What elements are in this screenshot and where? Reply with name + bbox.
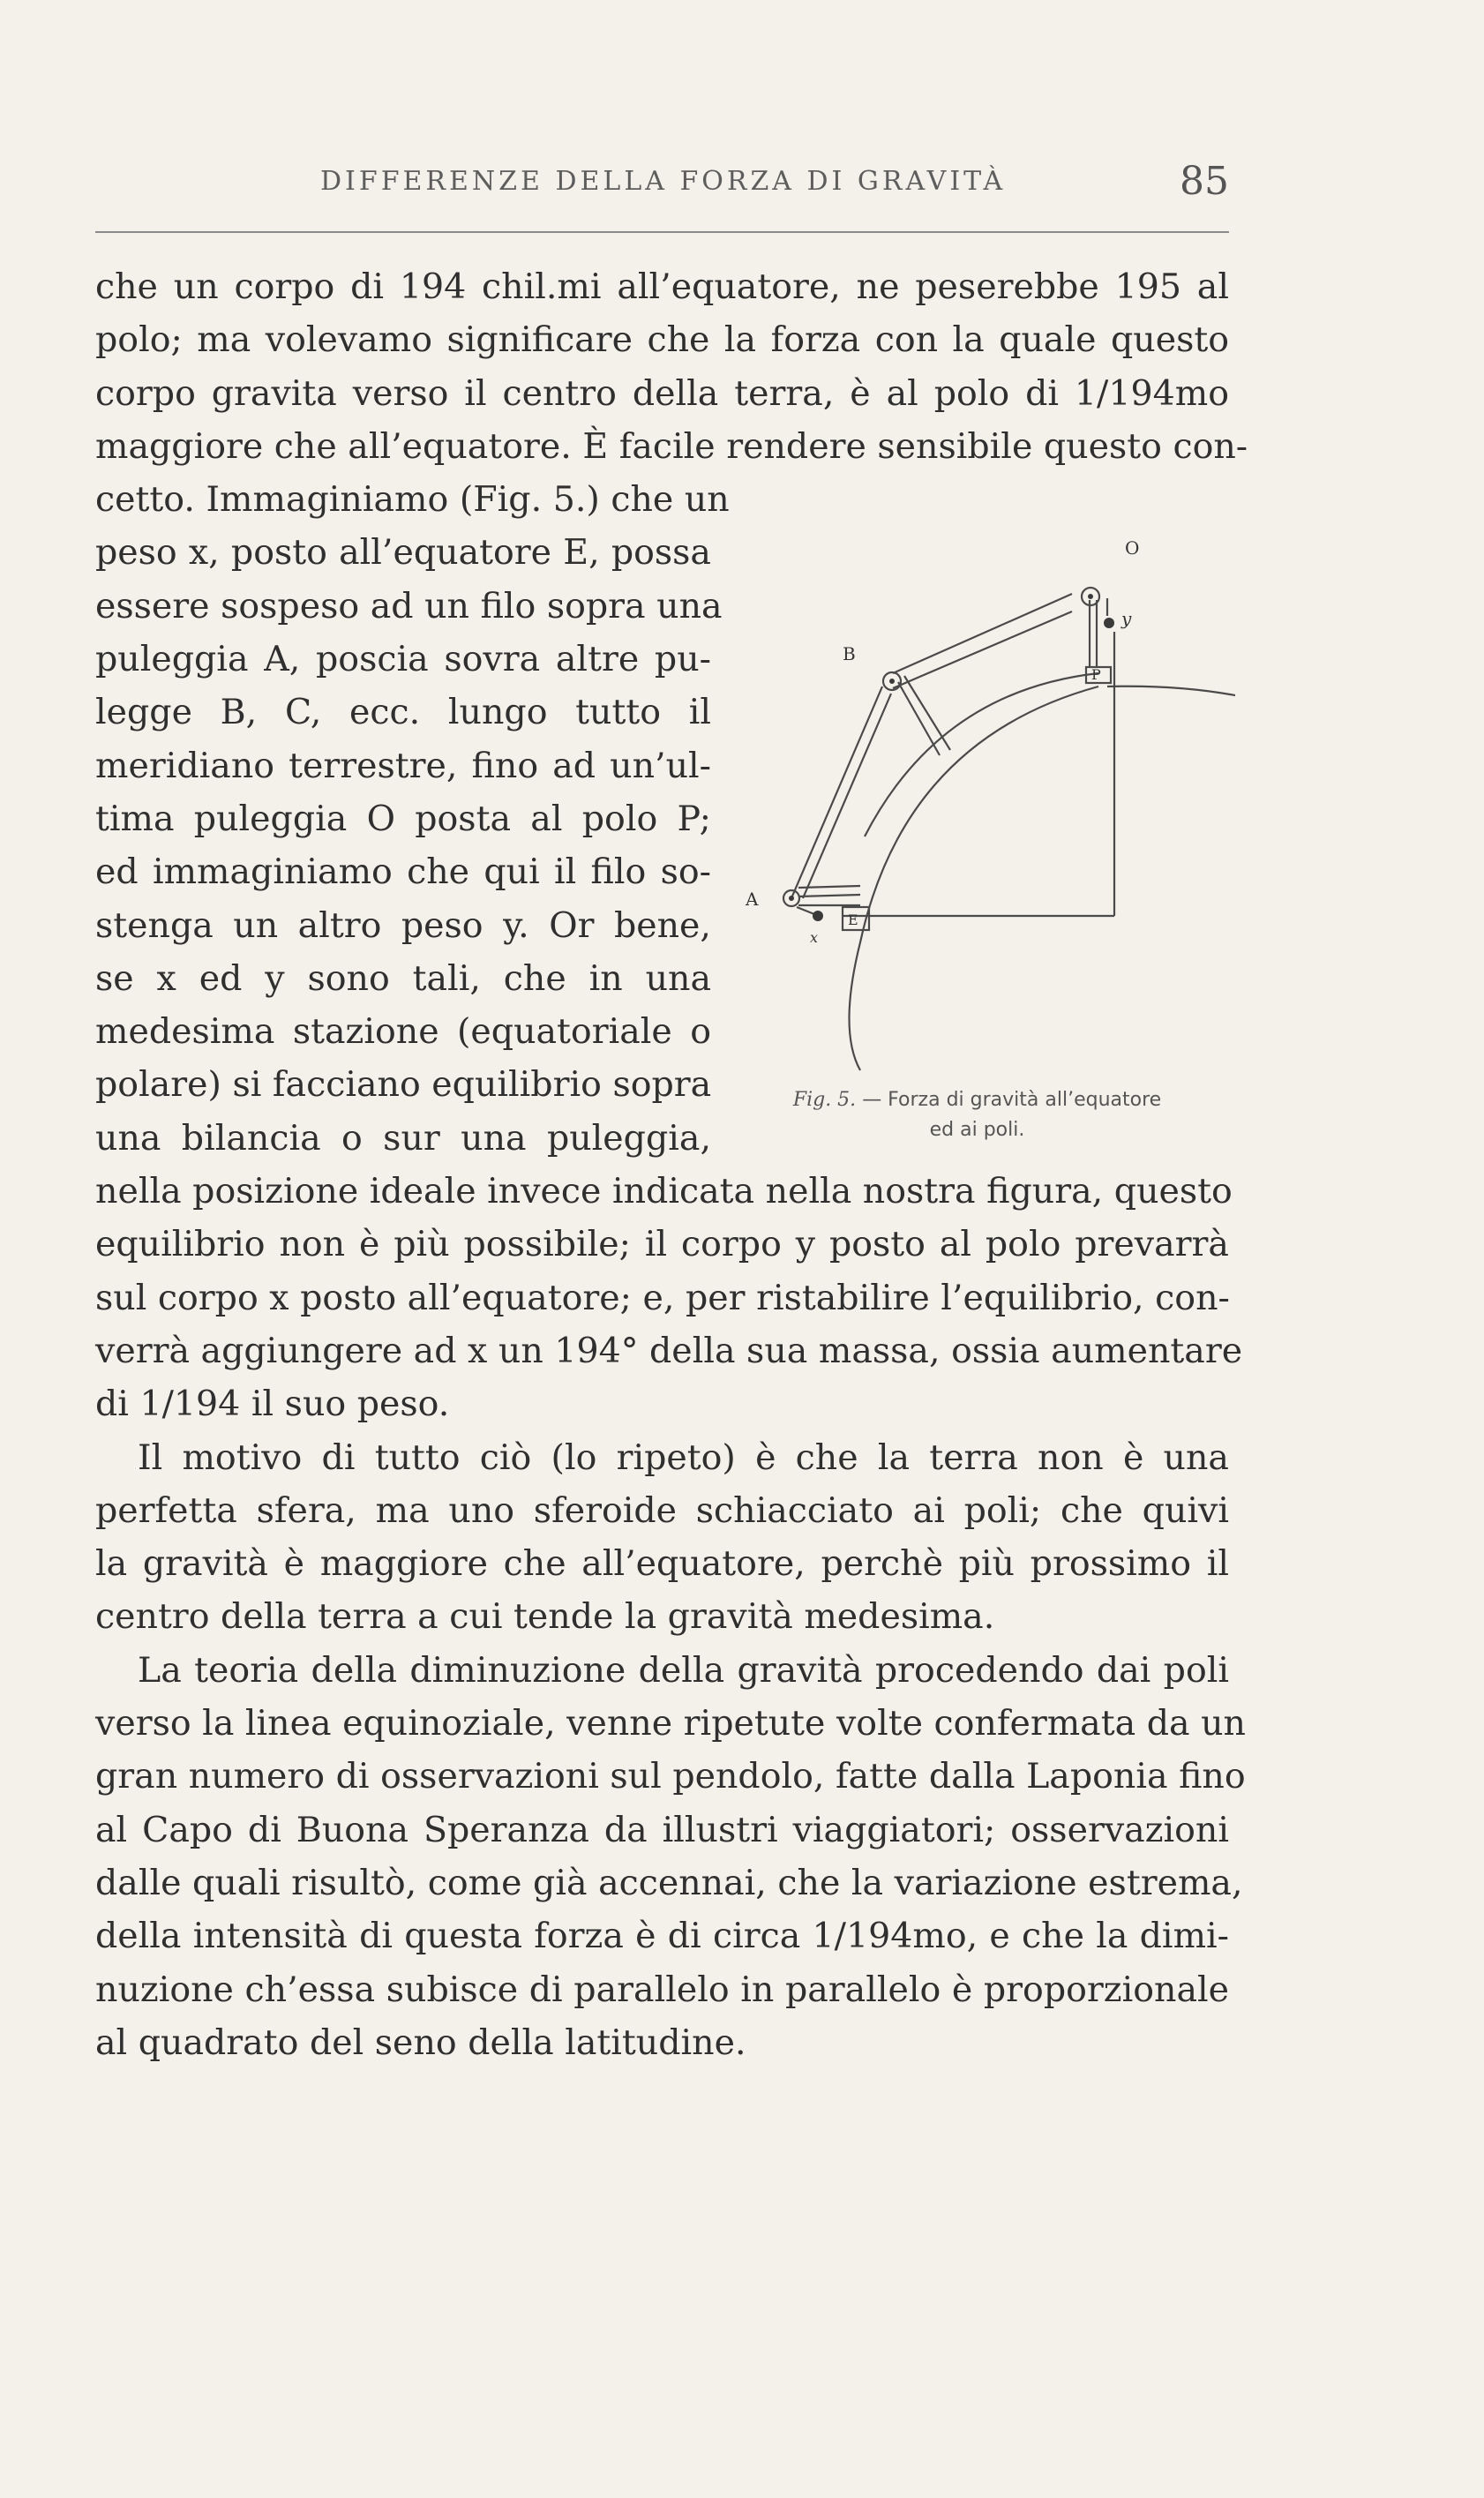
label-o: O xyxy=(1125,537,1140,559)
text-line: ed immaginiamo che qui il filo so- xyxy=(95,851,711,893)
text-line: centro della terra a cui tende la gravità medesima. xyxy=(95,1596,995,1638)
strut-b-1 xyxy=(898,682,940,755)
pulley-b-hub xyxy=(889,679,895,684)
text-line: della intensità di questa forza è di circa 1/194mo, e che la dimi- xyxy=(95,1916,1229,1957)
weight-x xyxy=(813,911,823,921)
pulley-a-hub xyxy=(789,896,794,901)
text-line: polo; ma volevamo significare che la forza con la quale questo xyxy=(95,319,1229,361)
text-line: essere sospeso ad un filo sopra una xyxy=(95,585,723,626)
text-line: medesima stazione (equatoriale o xyxy=(95,1011,711,1053)
strut-b-2 xyxy=(904,676,950,750)
text-line: equilibrio non è più possibile; il corpo y posto al polo prevarrà xyxy=(95,1224,1229,1265)
text-line: al Capo di Buona Speranza da illustri viaggiatori; osservazioni xyxy=(95,1809,1229,1850)
label-a: A xyxy=(746,889,759,910)
text-line: legge B, C, ecc. lungo tutto il xyxy=(95,692,711,733)
page-header xyxy=(95,159,1229,212)
text-line: polare) si facciano equilibrio sopra xyxy=(95,1064,712,1106)
caption-text: — Forza di gravità all’equatore xyxy=(862,1089,1162,1111)
string-a-b-left xyxy=(791,686,882,898)
text-line: gran numero di osservazioni sul pendolo, fatte dalla Laponia fino xyxy=(95,1756,1246,1797)
text-line: maggiore che all’equatore. È facile rendere sensibile questo con- xyxy=(95,425,1248,467)
text-line: tima puleggia O posta al polo P; xyxy=(95,798,711,839)
text-line: cetto. Immaginiamo (Fig. 5.) che un xyxy=(95,479,730,521)
string-a-b-right xyxy=(803,694,891,898)
text-line: peso x, posto all’equatore E, possa xyxy=(95,532,711,574)
label-e: E xyxy=(848,911,858,928)
figure-5 xyxy=(719,528,1235,1198)
text-line: se x ed y sono tali, che in una xyxy=(95,957,711,999)
text-line: perfetta sfera, ma uno sferoide schiacciato ai poli; che quivi xyxy=(95,1489,1229,1531)
text-line: Il motivo di tutto ciò (lo ripeto) è che la terra non è una xyxy=(138,1437,1229,1478)
caption-text-2: ed ai poli. xyxy=(929,1119,1025,1141)
label-y: y xyxy=(1121,608,1132,629)
label-b: B xyxy=(843,643,856,664)
strut-a-2 xyxy=(798,895,860,896)
weight-x-string xyxy=(797,907,814,914)
text-line: al quadrato del seno della latitudine. xyxy=(95,2022,746,2063)
text-line: che un corpo di 194 chil.mi all’equatore, ne peserebbe 195 al xyxy=(95,266,1229,307)
weight-y xyxy=(1104,618,1114,628)
text-line: corpo gravita verso il centro della terra, è al polo di 1/194mo xyxy=(95,372,1229,414)
text-line: nuzione ch’essa subisce di parallelo in parallelo è proporzionale xyxy=(95,1969,1229,2010)
meridian-arc-inner xyxy=(850,686,1099,1070)
pole-arc-right xyxy=(1107,686,1235,695)
text-line: nella posizione ideale invece indicata nella nostra figura, questo xyxy=(95,1171,1233,1212)
string-b-o-lower xyxy=(893,611,1072,688)
text-line: di 1/194 il suo peso. xyxy=(95,1384,450,1425)
text-line: verrà aggiungere ad x un 194° della sua massa, ossia aumentare xyxy=(95,1330,1243,1371)
text-line: stenga un altro peso y. Or bene, xyxy=(95,904,711,946)
figure-caption xyxy=(719,1085,1235,1145)
string-b-o-upper xyxy=(893,594,1072,673)
text-line: La teoria della diminuzione della gravità procedendo dai poli xyxy=(138,1649,1229,1691)
text-line: la gravità è maggiore che all’equatore, perchè più prossimo il xyxy=(95,1543,1229,1585)
running-title: DIFFERENZE DELLA FORZA DI GRAVITÀ xyxy=(320,166,1007,197)
page-number: 85 xyxy=(1180,159,1229,204)
pulley-diagram xyxy=(719,528,1235,1075)
text-line: verso la linea equinoziale, venne ripetute volte confermata da un xyxy=(95,1703,1246,1744)
label-p: P xyxy=(1091,666,1101,683)
header-rule xyxy=(95,231,1229,233)
text-line: puleggia A, poscia sovra altre pu- xyxy=(95,639,711,680)
caption-label: Fig. 5. xyxy=(792,1089,857,1111)
text-line: sul corpo x posto all’equatore; e, per ristabilire l’equilibrio, con- xyxy=(95,1277,1230,1318)
label-x: x xyxy=(810,929,819,946)
text-line: una bilancia o sur una puleggia, xyxy=(95,1117,711,1159)
text-line: dalle quali risultò, come già accennai, che la variazione estrema, xyxy=(95,1862,1243,1903)
pulley-o-hub xyxy=(1088,594,1093,599)
text-line: meridiano terrestre, fino ad un’ul- xyxy=(95,745,711,786)
